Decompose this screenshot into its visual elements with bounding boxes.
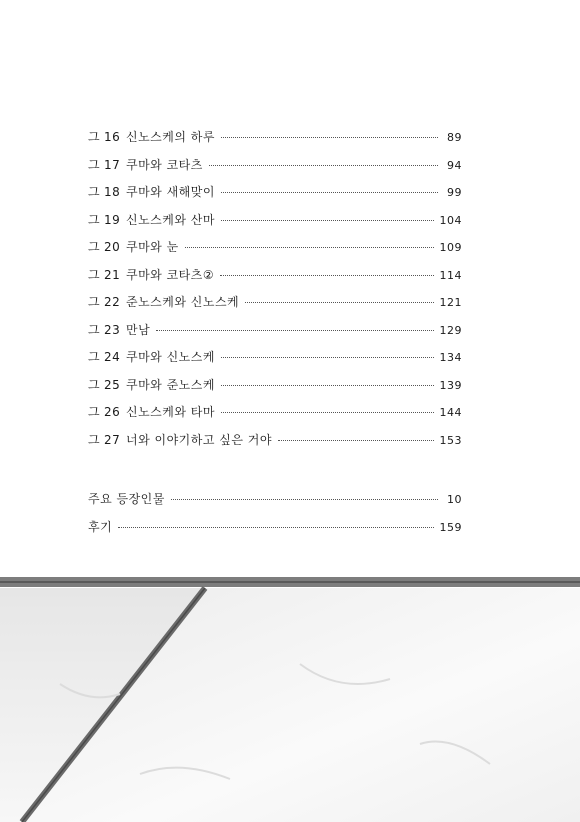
leader-dots: [221, 357, 434, 358]
page-number: 94: [447, 158, 462, 172]
page-number: 159: [439, 520, 462, 534]
leader-dots: [220, 275, 433, 276]
chapter-title: 쿠마와 새해맞이: [126, 185, 215, 199]
page-number: 10: [447, 493, 462, 506]
leader-dots: [278, 440, 434, 441]
page-number: 134: [439, 351, 462, 364]
chapter-prefix: 그: [88, 405, 101, 419]
toc-row[interactable]: [88, 266, 462, 294]
chapter-prefix: 그: [88, 240, 101, 254]
leader-dots: [245, 302, 433, 303]
toc-row[interactable]: [88, 128, 462, 156]
toc-row[interactable]: [88, 156, 462, 184]
toc-row[interactable]: [88, 403, 462, 431]
chapter-title: 쿠마와 눈: [126, 240, 179, 254]
leader-dots: [185, 247, 434, 248]
chapter-number: 23: [104, 322, 121, 337]
chapter-prefix: 그: [88, 377, 101, 392]
page-number: 139: [439, 378, 462, 392]
chapter-number: 24: [104, 350, 121, 364]
page-number: 109: [439, 241, 462, 254]
page-number: 89: [447, 131, 462, 144]
section-title: 후기: [88, 519, 113, 534]
leader-dots: [118, 527, 433, 528]
chapter-number: 18: [104, 185, 121, 199]
leader-dots: [221, 192, 438, 193]
chapter-prefix: 그: [88, 212, 101, 227]
page-number: 144: [439, 406, 462, 419]
chapter-title: 신노스케와 타마: [126, 405, 215, 419]
leader-dots: [156, 330, 433, 331]
chapter-number: 16: [104, 130, 121, 144]
chapter-title: 쿠마와 코타츠: [126, 157, 203, 172]
chapter-prefix: 그: [88, 322, 101, 337]
chapter-prefix: 그: [88, 185, 101, 199]
page-number: 153: [439, 433, 462, 447]
leader-dots: [221, 220, 434, 221]
chapter-number: 26: [104, 405, 121, 419]
leader-dots: [221, 385, 434, 386]
leader-dots: [221, 137, 438, 138]
toc-row[interactable]: [88, 376, 462, 404]
page-number: 121: [439, 296, 462, 309]
toc-row-characters[interactable]: [88, 490, 462, 518]
chapter-number: 22: [104, 295, 121, 309]
floor-drawing: [0, 574, 580, 822]
chapter-prefix: 그: [88, 350, 101, 364]
toc-row[interactable]: [88, 183, 462, 211]
toc-row[interactable]: [88, 238, 462, 266]
chapter-title: 신노스케의 하루: [126, 130, 215, 144]
chapter-title: 신노스케와 산마: [126, 212, 215, 227]
floor-illustration: [0, 574, 580, 822]
table-of-contents: [88, 128, 462, 458]
toc-row[interactable]: [88, 348, 462, 376]
chapter-number: 27: [104, 432, 121, 447]
leader-dots: [221, 412, 434, 413]
chapter-title: 쿠마와 코타츠②: [126, 267, 215, 282]
chapter-title: 만남: [126, 322, 151, 337]
chapter-number: 25: [104, 377, 121, 392]
chapter-prefix: 그: [88, 295, 101, 309]
section-title: 주요 등장인물: [88, 492, 165, 506]
toc-row[interactable]: [88, 211, 462, 239]
toc-row[interactable]: [88, 431, 462, 459]
chapter-prefix: 그: [88, 432, 101, 447]
chapter-title: 쿠마와 신노스케: [126, 350, 215, 364]
page-number: 129: [439, 323, 462, 337]
chapter-prefix: 그: [88, 157, 101, 172]
chapter-number: 21: [104, 267, 121, 282]
chapter-title: 준노스케와 신노스케: [126, 295, 240, 309]
chapter-prefix: 그: [88, 130, 101, 144]
toc-row[interactable]: [88, 293, 462, 321]
page-number: 114: [439, 268, 462, 282]
chapter-number: 20: [104, 240, 121, 254]
toc-row[interactable]: [88, 321, 462, 349]
page-number: 99: [447, 186, 462, 199]
chapter-number: 17: [104, 157, 121, 172]
chapter-title: 너와 이야기하고 싶은 거야: [126, 432, 272, 447]
page-number: 104: [439, 213, 462, 227]
toc-row-afterword[interactable]: [88, 518, 462, 546]
chapter-number: 19: [104, 212, 121, 227]
leader-dots: [209, 165, 438, 166]
extras-section: [88, 490, 462, 545]
leader-dots: [171, 499, 438, 500]
chapter-prefix: 그: [88, 267, 101, 282]
chapter-title: 쿠마와 준노스케: [126, 377, 215, 392]
